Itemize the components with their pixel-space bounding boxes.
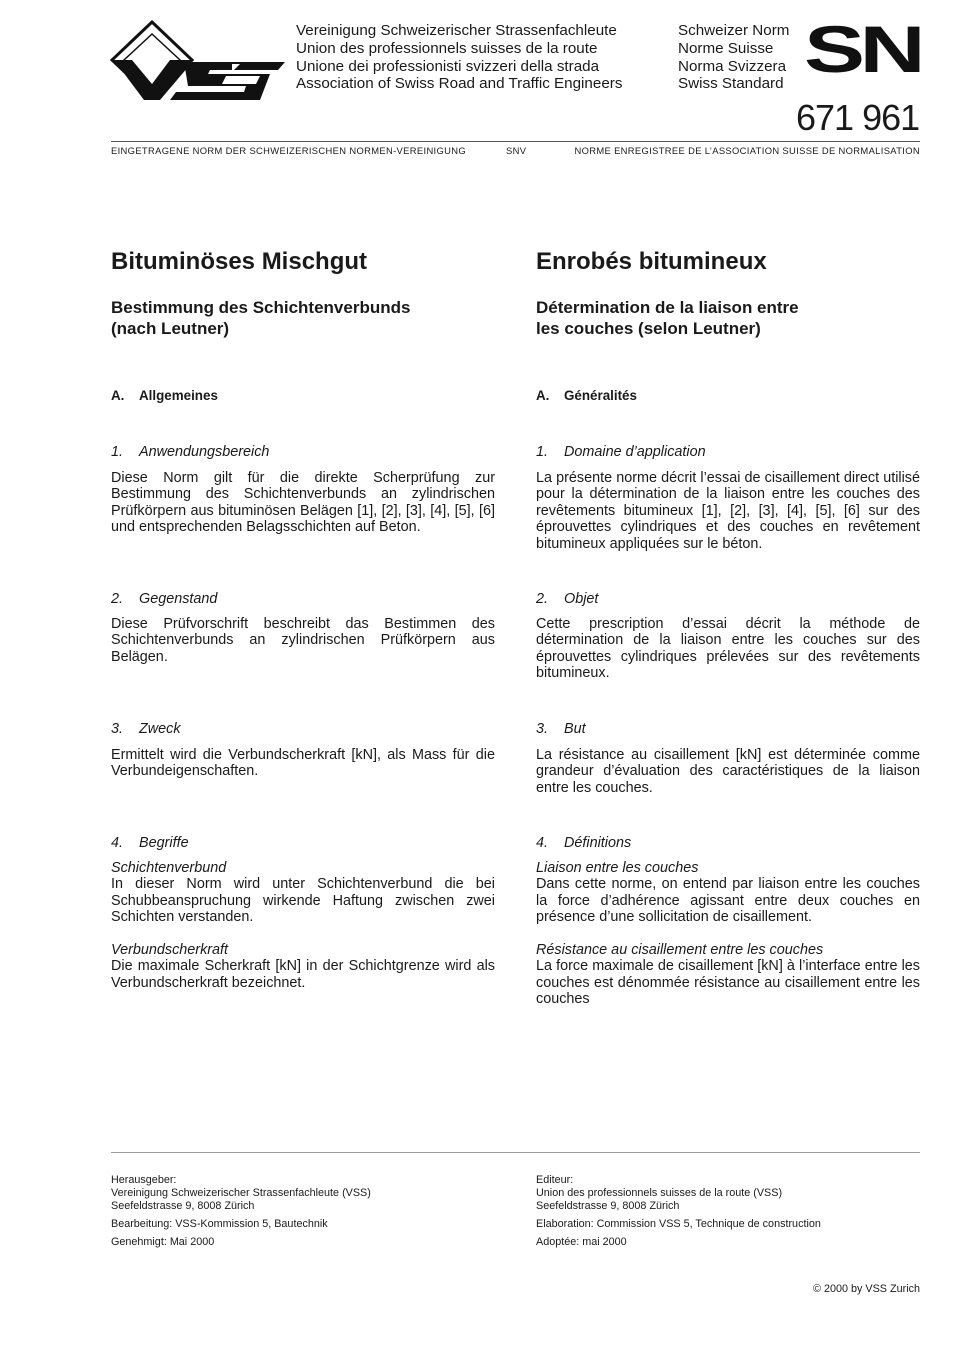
- title-fr: Enrobés bitumineux: [536, 248, 767, 275]
- heading-fr-3: [536, 721, 586, 737]
- publisher-address: Seefeldstrasse 9, 8008 Zürich: [111, 1200, 255, 1212]
- heading-number: 1.: [536, 444, 549, 460]
- definition-de-2: [111, 942, 495, 991]
- heading-de-2: [111, 591, 217, 607]
- definition-fr-2: [536, 942, 920, 1008]
- registry-text-de: EINGETRAGENE NORM DER SCHWEIZERISCHEN NORMEN-VEREINIGUNG: [111, 145, 467, 156]
- definition-term: Résistance au cisaillement entre les couches: [536, 942, 824, 958]
- definition-fr-1: [536, 860, 920, 926]
- section-a-de: [111, 388, 218, 403]
- heading-title: But: [564, 721, 586, 737]
- paragraph-fr-1: La présente norme décrit l’essai de cisaillement direct utilisé pour la détermination de la liaison entre les couches des revêtements bitumineux [1], [2], [3], [4], [5], [6] sur des éprouvettes cylindriques et des couches en revêtement bitumineux appliquées sur le béton.: [536, 470, 920, 552]
- norm-type-en: Swiss Standard: [678, 75, 784, 93]
- footer-fr: [536, 1174, 920, 1254]
- norm-number: 671 961: [796, 97, 920, 138]
- org-name-en: Association of Swiss Road and Traffic Engineers: [296, 75, 623, 93]
- heading-title: Définitions: [564, 835, 632, 851]
- heading-title: Anwendungsbereich: [139, 444, 270, 460]
- subtitle-fr-line-2: les couches (selon Leutner): [536, 318, 761, 338]
- heading-number: 3.: [111, 721, 124, 737]
- organization-names: [296, 22, 622, 93]
- heading-title: Begriffe: [139, 835, 189, 851]
- definition-text: La force maximale de cisaillement [kN] à l’interface entre les couches est dénommée résistance au cisaillement entre les couches: [536, 958, 920, 1008]
- definition-de-1: [111, 860, 495, 926]
- paragraph-de-1: Diese Norm gilt für die direkte Scherprüfung zur Bestimmung des Schichtenverbunds an zylindrischen Prüfkörpern aus bituminösen Belägen [1], [2], [3], [4], [5], [6] und entsprechenden Belagsschichten auf Beton.: [111, 470, 495, 536]
- sn-logo: [804, 24, 922, 79]
- publisher-address: Seefeldstrasse 9, 8008 Zürich: [536, 1200, 680, 1212]
- heading-number: 4.: [536, 835, 549, 851]
- publisher-name: Vereinigung Schweizerischer Strassenfachleute (VSS): [111, 1187, 371, 1199]
- definition-text: In dieser Norm wird unter Schichtenverbund die bei Schubbeanspruchung wirkende Haftung zwischen zwei Schichten verstanden.: [111, 876, 495, 926]
- copyright: © 2000 by VSS Zurich: [813, 1283, 920, 1295]
- paragraph-de-3: Ermittelt wird die Verbundscherkraft [kN], als Mass für die Verbundeigenschaften.: [111, 747, 495, 780]
- publisher-label: Editeur:: [536, 1174, 574, 1186]
- section-a-title: Allgemeines: [139, 388, 218, 403]
- publisher-block-de: [111, 1174, 495, 1213]
- definition-term: Verbundscherkraft: [111, 942, 229, 958]
- section-a-number: A.: [111, 388, 125, 403]
- subtitle-de-line-1: Bestimmung des Schichtenverbunds: [111, 298, 411, 317]
- footer-rule: [111, 1152, 920, 1153]
- heading-fr-4: [536, 835, 631, 851]
- norm-type-de: Schweizer Norm: [678, 22, 790, 39]
- heading-number: 1.: [111, 444, 124, 460]
- heading-number: 2.: [536, 591, 549, 607]
- subtitle-de-line-2: (nach Leutner): [111, 318, 230, 338]
- heading-de-3: [111, 721, 181, 737]
- paragraph-fr-2: Cette prescription d’essai décrit la méthode de détermination de la liaison entre les couches sur des éprouvettes cylindriques prélevées sur des revêtements bitumineux.: [536, 616, 920, 682]
- heading-title: Gegenstand: [139, 591, 218, 607]
- heading-title: Domaine d’application: [564, 444, 706, 460]
- definition-term: Liaison entre les couches: [536, 860, 699, 876]
- heading-number: 3.: [536, 721, 549, 737]
- heading-fr-1: [536, 444, 706, 460]
- registry-abbr: SNV: [506, 145, 527, 156]
- definition-text: Dans cette norme, on entend par liaison entre les couches la force d’adhérence agissant entre deux couches en présence d’une sollicitation de cisaillement.: [536, 876, 920, 926]
- header-rule: [111, 141, 920, 142]
- publisher-block-fr: [536, 1174, 920, 1213]
- approval-note-de: Genehmigt: Mai 2000: [111, 1236, 215, 1248]
- paragraph-de-2: Diese Prüfvorschrift beschreibt das Bestimmen des Schichtenverbunds an zylindrischen Prüfkörpern aus Belägen.: [111, 616, 495, 665]
- editing-note-fr: Elaboration: Commission VSS 5, Technique de construction: [536, 1218, 821, 1230]
- heading-de-4: [111, 835, 189, 851]
- definition-text: Die maximale Scherkraft [kN] in der Schichtgrenze wird als Verbundscherkraft bezeichnet.: [111, 958, 495, 991]
- definition-term: Schichtenverbund: [111, 860, 227, 876]
- subtitle-de: [111, 298, 495, 339]
- publisher-name: Union des professionnels suisses de la route (VSS): [536, 1187, 783, 1199]
- section-a-number: A.: [536, 388, 550, 403]
- heading-number: 2.: [111, 591, 124, 607]
- heading-fr-2: [536, 591, 598, 607]
- norm-type: [678, 22, 789, 93]
- subtitle-fr: [536, 298, 920, 339]
- org-name-de: Vereinigung Schweizerischer Strassenfachleute: [296, 22, 617, 39]
- registry-text-fr: NORME ENREGISTREE DE L’ASSOCIATION SUISSE DE NORMALISATION: [574, 145, 920, 156]
- section-a-fr: [536, 388, 637, 403]
- subtitle-fr-line-1: Détermination de la liaison entre: [536, 298, 799, 317]
- section-a-title: Généralités: [564, 388, 637, 403]
- publisher-label: Herausgeber:: [111, 1174, 177, 1186]
- norm-type-fr: Norme Suisse: [678, 39, 774, 57]
- vss-logo: [110, 20, 290, 107]
- heading-number: 4.: [111, 835, 124, 851]
- paragraph-fr-3: La résistance au cisaillement [kN] est déterminée comme grandeur d’évaluation des caractéristiques de la liaison entre les couches.: [536, 747, 920, 796]
- sn-logo-text: SN: [804, 24, 921, 74]
- org-name-it: Unione dei professionisti svizzeri della strada: [296, 57, 600, 75]
- title-de: Bituminöses Mischgut: [111, 248, 368, 275]
- heading-title: Zweck: [139, 721, 181, 737]
- approval-note-fr: Adoptée: mai 2000: [536, 1236, 627, 1248]
- norm-type-it: Norma Svizzera: [678, 57, 787, 75]
- org-name-fr: Union des professionnels suisses de la route: [296, 39, 598, 57]
- heading-de-1: [111, 444, 269, 460]
- editing-note-de: Bearbeitung: VSS-Kommission 5, Bautechnik: [111, 1218, 328, 1230]
- footer-de: [111, 1174, 495, 1254]
- heading-title: Objet: [564, 591, 599, 607]
